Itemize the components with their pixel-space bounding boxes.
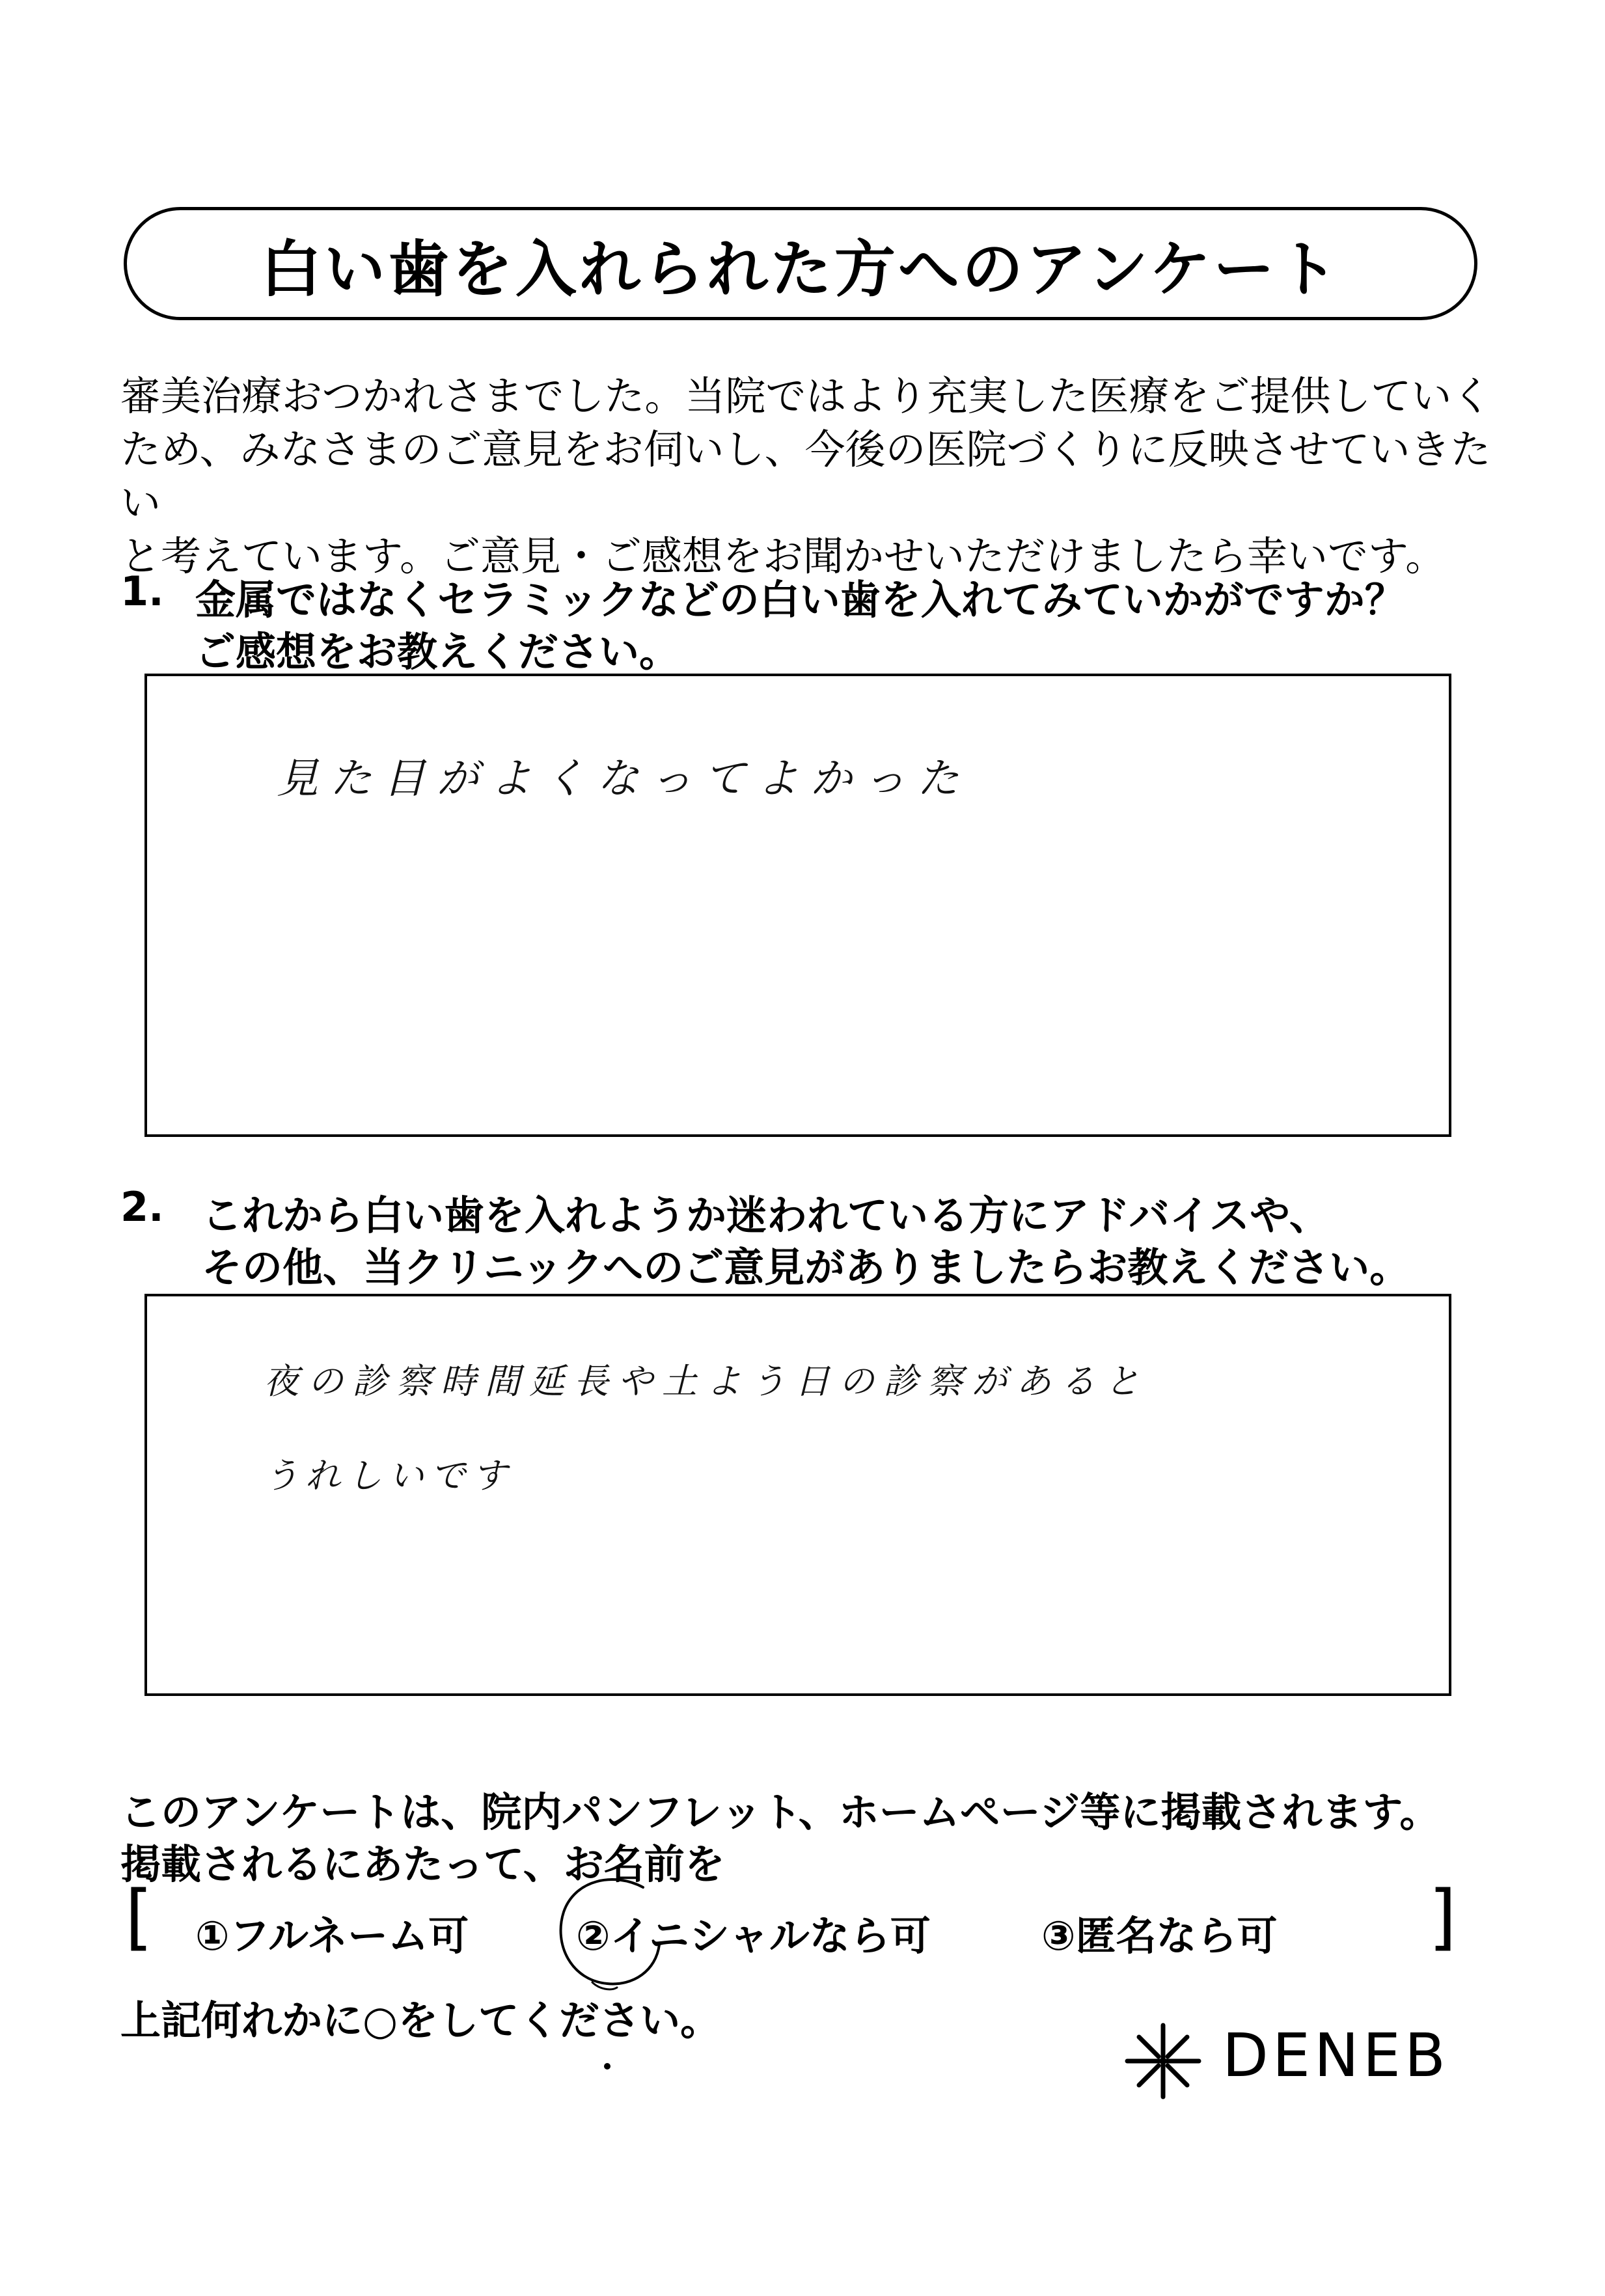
question-1-number: 1. — [120, 567, 164, 615]
question-2-handwritten-answer-line1: 夜の診察時間延長や土よう日の診察があると — [264, 1361, 1149, 1402]
option-anonymous[interactable]: ③匿名なら可 — [1041, 1912, 1278, 1960]
pen-dot-mark — [604, 2063, 610, 2070]
option-full-name[interactable]: ①フルネーム可 — [195, 1912, 469, 1960]
intro-line: と考えています。ご意見・ご感想をお聞かせいただけましたら幸いです。 — [120, 532, 1446, 580]
question-1-line1: 金属ではなくセラミックなどの白い歯を入れてみていかがですか？ — [195, 576, 1405, 623]
question-1-line2: ご感想をお教えください。 — [195, 628, 680, 676]
question-2-line1: これから白い歯を入れようか迷われている方にアドバイスや、 — [202, 1192, 1330, 1239]
footer-instruction: 上記何れかに○をしてください。 — [120, 1997, 721, 2044]
footer-notice-line2: 掲載されるにあたって、お名前を — [120, 1840, 725, 1888]
deneb-star-logo-icon — [1121, 2019, 1205, 2103]
options-right-bracket: ] — [1429, 1875, 1457, 1958]
question-1-answer-box[interactable] — [144, 674, 1451, 1137]
survey-title: 白い歯を入れられた方へのアンケート — [260, 234, 1341, 305]
intro-paragraph — [120, 370, 1507, 583]
intro-line: 審美治療おつかれさまでした。当院ではより充実した医療をご提供していく — [120, 372, 1492, 420]
deneb-logo-text: DENEB — [1222, 2021, 1450, 2090]
question-2-number: 2. — [120, 1183, 164, 1231]
question-2-handwritten-answer-line2: うれしいです — [264, 1455, 514, 1496]
intro-line: ため、みなさまのご意見をお伺いし、今後の医院づくりに反映させていきたい — [120, 426, 1491, 526]
option-initials[interactable]: ②イニシャルなら可 — [576, 1912, 931, 1960]
options-left-bracket: [ — [125, 1875, 153, 1958]
selection-circle-mark — [552, 1873, 676, 1997]
question-2-line2: その他、当クリニックへのご意見がありましたらお教えください。 — [202, 1244, 1410, 1291]
footer-notice-line1: このアンケートは、院内パンフレット、ホームページ等に掲載されます。 — [120, 1788, 1440, 1836]
question-1-handwritten-answer: 見た目がよくなってよかった — [277, 755, 970, 803]
